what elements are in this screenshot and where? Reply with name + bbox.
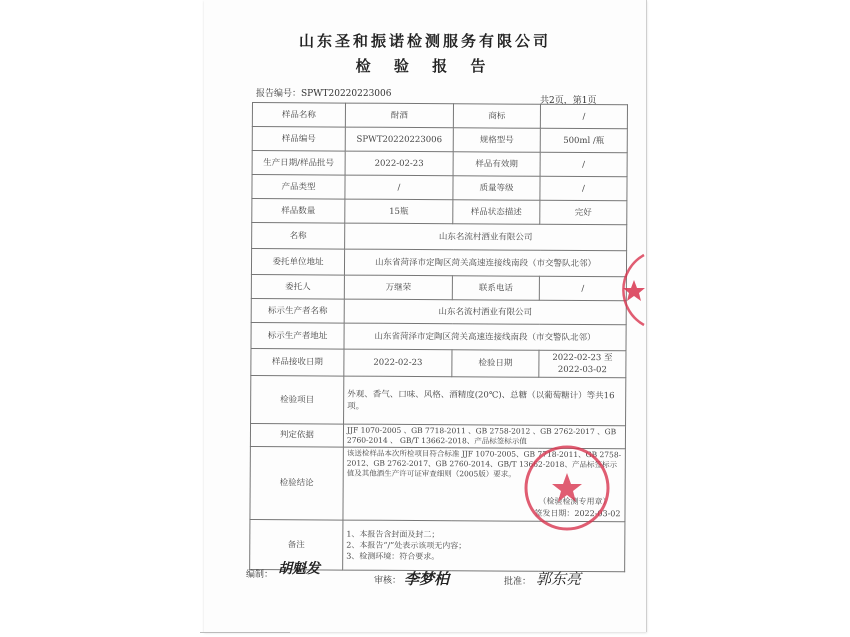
- label: 检验日期: [452, 350, 539, 378]
- value: 15瓶: [345, 199, 453, 224]
- value: 山东名流村酒业有限公司: [344, 299, 626, 325]
- reviewed-label: 审核：: [374, 576, 402, 586]
- report-number: [256, 86, 391, 99]
- value: 500ml /瓶: [540, 128, 627, 153]
- value: 酎酒: [345, 103, 453, 128]
- value: SPWT20220223006: [345, 127, 453, 152]
- value: 2022-02-23: [344, 349, 452, 377]
- report-title: 检 验 报 告: [355, 57, 495, 75]
- value: 山东名流村酒业有限公司: [345, 223, 627, 251]
- remark-item: 1、本报告含封面及封二；: [346, 529, 440, 540]
- label: 检验项目: [251, 375, 344, 424]
- label: 规格型号: [453, 128, 540, 153]
- value: /: [540, 152, 627, 177]
- value: 山东省菏泽市定陶区菏关高速连接线南段（市交警队北邻）: [344, 249, 626, 277]
- partial-seal: [616, 250, 646, 330]
- approved-signature: 郭东亮: [536, 570, 582, 588]
- report-page: [204, 0, 647, 632]
- seal-note: （检验检测专用章）: [538, 496, 611, 507]
- label: 样品状态描述: [453, 200, 540, 225]
- value: 外观、香气、口味、风格、酒精度(20℃)、总糖（以葡萄糖计）等共16项。: [344, 376, 626, 426]
- value: /: [345, 175, 453, 200]
- label: 质量等级: [453, 176, 540, 201]
- label: 样品编号: [252, 127, 345, 152]
- label: 联系电话: [452, 276, 539, 301]
- report-number-value: SPWT20220223006: [301, 89, 392, 99]
- label: 生产日期/样品批号: [252, 151, 345, 176]
- label: 样品接收日期: [251, 348, 344, 376]
- seal-star-icon: [623, 280, 645, 301]
- conclusion-text: 该送检样品本次所检项目符合标准 JJF 1070-2005、GB 7718-2011、GB 2758-2012、GB 2762-2017、GB 2760-2014、GB/T 13662-2018、产品标签标示值及其他酒生产许可证审查细则（2005版）要求。: [346, 448, 622, 479]
- label: 判定依据: [250, 423, 343, 447]
- value: 万继荣: [344, 275, 452, 300]
- label: 委托人: [251, 274, 344, 299]
- label: 检验结论: [250, 446, 343, 520]
- label: 委托单位地址: [251, 249, 344, 276]
- label: 产品类型: [252, 175, 345, 200]
- remark-item: 2、本报告“/”处表示该项无内容；: [346, 540, 467, 551]
- value: JJF 1070-2005 、GB 7718-2011 、GB 2758-2012 、GB 2762-2017 、GB 2760-2014 、 GB/T 13662-2018、产品标签标示值: [343, 424, 625, 449]
- seal-star-icon: [552, 473, 582, 502]
- value: 山东省菏泽市定陶区菏关高速连接线南段（市交警队北邻）: [344, 323, 626, 351]
- approved-label: 批准：: [504, 577, 532, 587]
- label: 样品名称: [252, 103, 345, 128]
- label: 备注: [250, 519, 343, 570]
- label: 名称: [252, 223, 345, 250]
- label: 标示生产者名称: [251, 298, 344, 323]
- compiled-signature: 胡魁发: [278, 561, 320, 577]
- value: /: [539, 276, 626, 301]
- label: 样品有效期: [453, 152, 540, 177]
- value: 2022-02-23: [345, 151, 453, 176]
- value: /: [540, 104, 627, 129]
- compiled-label: 编制：: [246, 570, 274, 580]
- label: 商标: [453, 104, 540, 129]
- page-count: 共2页，第1页: [540, 96, 597, 106]
- official-seal: [522, 443, 612, 533]
- report-number-label: 报告编号：: [256, 89, 302, 99]
- label: 标示生产者地址: [251, 322, 344, 349]
- value: /: [540, 176, 627, 201]
- reviewed-signature: 李梦柏: [404, 570, 450, 588]
- remark-item: 3、检测环境：符合要求。: [346, 551, 440, 562]
- sign-date: 签发日期：2022-03-02: [534, 508, 621, 519]
- value: 完好: [540, 200, 627, 225]
- label: 样品数量: [252, 199, 345, 224]
- divider: [200, 632, 290, 633]
- value: 2022-02-23 至 2022-03-02: [539, 350, 626, 378]
- company-name: 山东圣和振诺检测服务有限公司: [298, 32, 551, 50]
